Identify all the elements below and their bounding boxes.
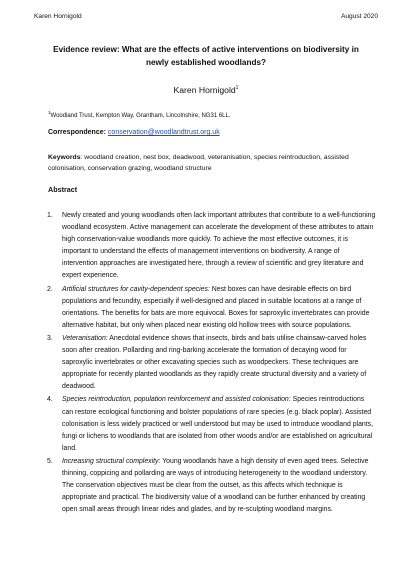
- keywords-text: : woodland creation, nest box, deadwood, veteranisation, species reintroduction, assisted colonisation, conservation grazing, woodland structure: [48, 154, 349, 172]
- abstract-item-text: Nest boxes can have desirable effects on bird populations and fecundity, especially if well-designed and placed in suitable locations at a range of orientations. The benefits for bats are more equivocal. Boxes for saproxylic invertebrates can provide alternative habitat, but only when placed near existing old hollow trees with source populations.: [62, 285, 370, 329]
- paper-title-line-1: Evidence review: What are the effects of active interventions on biodiversity in: [53, 45, 359, 54]
- abstract-item: [47, 456, 376, 516]
- abstract-item-number: 1.: [47, 212, 53, 219]
- affiliation-text: Woodland Trust, Kempton Way, Grantham, Lincolnshire, NG31 6LL.: [50, 113, 231, 119]
- keywords-label: Keywords: [48, 154, 81, 161]
- correspondence-email-link[interactable]: conservation@woodlandtrust.org.uk: [107, 129, 220, 136]
- abstract-item-number: 5.: [47, 457, 53, 465]
- abstract-item: [47, 394, 376, 454]
- author-affiliation-marker: 1: [235, 85, 239, 92]
- running-head-author: Karen Hornigold: [34, 13, 82, 20]
- affiliation-marker: 1: [48, 110, 51, 115]
- abstract-item-lead: Increasing structural complexity:: [62, 457, 161, 465]
- abstract-item-lead: Veteranisation:: [62, 334, 108, 342]
- running-head: [34, 13, 378, 23]
- author-line: [0, 85, 412, 95]
- abstract-item: [47, 333, 376, 393]
- abstract-item-number: 4.: [47, 396, 53, 404]
- abstract-item-number: 2.: [47, 285, 53, 293]
- abstract-item-number: 3.: [47, 334, 53, 342]
- abstract-item-text: Newly created and young woodlands often lack important attributes that contribute to a well-functioning woodland ecosystem. Active management can accelerate the development of these attributes to attain high conservation-value woodlands more quickly. To achieve the most effective outcomes, it is important to understand the effects of management interventions on biodiversity. A range of intervention approaches are investigated here, through a review of scientific and grey literature and expert experience.: [62, 212, 376, 280]
- keywords: [48, 152, 378, 174]
- paper-title-line-2: newly established woodlands?: [145, 58, 267, 67]
- abstract-item-lead: Species reintroduction, population reinforcement and assisted colonisation:: [62, 396, 291, 404]
- abstract-item-text: Young woodlands have a high density of even aged trees. Selective thinning, coppicing and pollarding are ways of introducing heterogeneity to the woodland understory. The conservation objectives must be clear from the outset, as this affects which technique is appropriate and practical. The biodiversity value of a woodland can be further enhanced by creating open small areas through linear rides and glades, and by re-sculpting woodland margins.: [62, 457, 369, 514]
- abstract-heading: Abstract: [48, 185, 78, 194]
- abstract-item: [47, 210, 376, 283]
- correspondence: [48, 129, 220, 136]
- author-name: Karen Hornigold: [173, 85, 236, 95]
- paper-title: [40, 43, 372, 69]
- affiliation: [48, 110, 231, 119]
- running-head-date: August 2020: [340, 13, 378, 20]
- abstract-list: [47, 210, 376, 517]
- abstract-item-text: Species reintroductions can restore ecological functioning and bolster populations of rare species (e.g. black poplar). Assisted colonisation is less widely practiced or well understood but may be used to introduce woodland plants, fungi or lichens to woodlands that are isolated from other woods and/or are established on agricultural land.: [62, 396, 374, 452]
- correspondence-label: Correspondence:: [48, 129, 106, 136]
- abstract-item-text: Anecdotal evidence shows that insects, birds and bats utilise chainsaw-carved holes soon after creation. Pollarding and ring-barking accelerate the formation of decaying wood for saproxylic invertebrates or other excavating species such as woodpeckers. These techniques are appropriate for recently planted woodlands as they rapidly create structural diversity and a variety of deadwood.: [62, 334, 367, 391]
- abstract-item-lead: Artificial structures for cavity-dependent species:: [62, 285, 210, 293]
- abstract-item: [47, 284, 376, 332]
